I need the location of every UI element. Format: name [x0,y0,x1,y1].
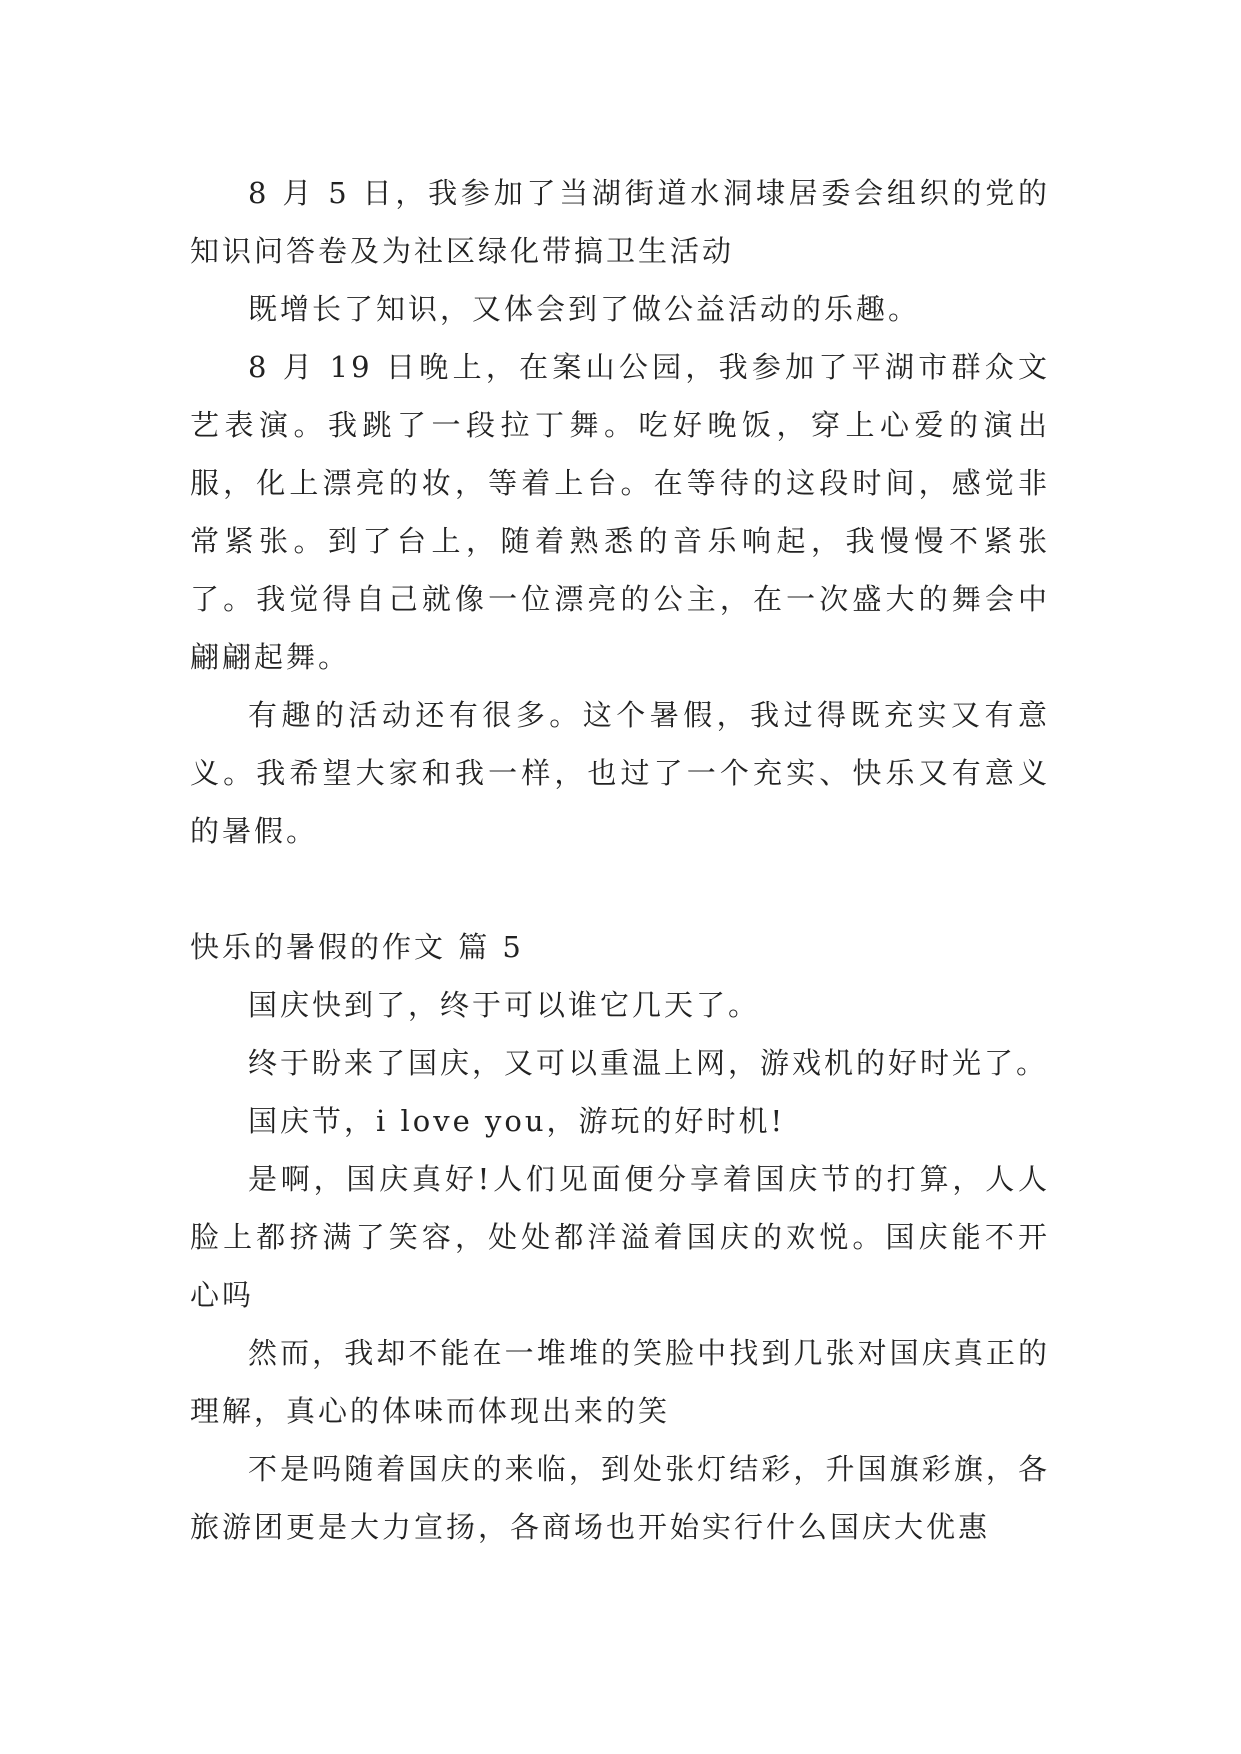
paragraph: 8 月 19 日晚上，在案山公园，我参加了平湖市群众文艺表演。我跳了一段拉丁舞。吃好晚饭，穿上心爱的演出服，化上漂亮的妆，等着上台。在等待的这段时间，感觉非常紧张。到了台上，随着熟悉的音乐响起，我慢慢不紧张了。我觉得自己就像一位漂亮的公主，在一次盛大的舞会中翩翩起舞。 [190,350,1050,674]
paragraph: 有趣的活动还有很多。这个暑假，我过得既充实又有意义。我希望大家和我一样，也过了一个充实、快乐又有意义的暑假。 [190,698,1050,848]
paragraph: 国庆节，i love you，游玩的好时机! [248,1104,786,1138]
section-gap [190,860,1050,918]
paragraph: 终于盼来了国庆，又可以重温上网，游戏机的好时光了。 [248,1046,1049,1080]
paragraph: 8 月 5 日，我参加了当湖街道水洞埭居委会组织的党的知识问答卷及为社区绿化带搞卫生活动 [190,176,1050,268]
paragraph: 是啊，国庆真好!人们见面便分享着国庆节的打算，人人脸上都挤满了笑容，处处都洋溢着国庆的欢悦。国庆能不开心吗 [190,1162,1050,1312]
paragraph: 然而，我却不能在一堆堆的笑脸中找到几张对国庆真正的理解，真心的体味而体现出来的笑 [190,1336,1050,1428]
section-heading: 快乐的暑假的作文 篇 5 [190,930,524,964]
paragraph: 不是吗随着国庆的来临，到处张灯结彩，升国旗彩旗，各旅游团更是大力宣扬，各商场也开始实行什么国庆大优惠 [190,1452,1050,1544]
paragraph: 既增长了知识，又体会到了做公益活动的乐趣。 [248,292,921,326]
document-body [190,164,1050,1556]
paragraph: 国庆快到了，终于可以谁它几天了。 [248,988,761,1022]
